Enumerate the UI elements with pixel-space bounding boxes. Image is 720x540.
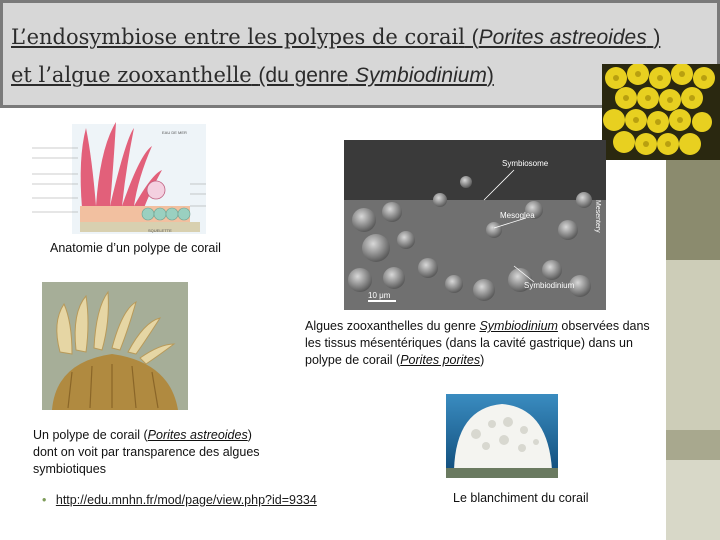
- sem-label-symbiosome: Symbiosome: [502, 159, 549, 168]
- source-link[interactable]: http://edu.mnhn.fr/mod/page/view.php?id=9334: [55, 493, 317, 507]
- sem-scale-bar: 10 μm: [368, 291, 391, 300]
- sem-label-mesoglea: Mesoglea: [500, 211, 535, 220]
- title-line1-species: Porites astreoides: [478, 26, 647, 49]
- sem-label-side: Mesentery: [594, 200, 601, 233]
- polyp-anatomy-diagram: [30, 118, 208, 236]
- polyp-photo: [42, 282, 188, 410]
- zoox-caption-species: Porites porites: [400, 353, 481, 367]
- bleaching-caption: Le blanchiment du corail: [453, 491, 589, 505]
- title-line2-genus: Symbiodinium: [355, 64, 487, 87]
- source-link-row: [42, 492, 317, 509]
- title-line-2: [11, 63, 494, 88]
- bullet-icon: •: [42, 493, 47, 507]
- anatomy-label-top: EAU DE MER: [162, 130, 187, 135]
- title-line2-main: et l’algue zooxanthelle: [11, 63, 252, 87]
- polyp-caption-part1: Un polype de corail (: [33, 428, 148, 442]
- zoox-caption-part3: ): [480, 353, 485, 367]
- yellow-coral-photo: [602, 64, 720, 160]
- sem-micrograph: [344, 140, 606, 310]
- right-decor-block-2: [666, 260, 720, 430]
- title-line2-paren: (du genre: [258, 64, 349, 87]
- zooxanthellae-caption: [305, 318, 660, 369]
- title-line1-paren-close: ): [653, 26, 661, 49]
- right-decor-block-4: [666, 460, 720, 540]
- anatomy-label-bottom: SQUELETTE: [148, 228, 172, 233]
- sem-label-symbiodinium: Symbiodinium: [524, 281, 575, 290]
- right-decor-block-3: [666, 430, 720, 460]
- zoox-caption-genus: Symbiodinium: [479, 319, 558, 333]
- title-line1-paren-open: (: [471, 26, 479, 49]
- bleached-coral-photo: [446, 394, 558, 478]
- polyp-caption: [33, 427, 273, 478]
- polyp-caption-species: Porites astreoides: [147, 428, 248, 442]
- anatomy-caption: Anatomie d’un polype de corail: [50, 241, 221, 255]
- right-decor-block-1: [666, 160, 720, 260]
- polyp-caption-part2: ) dont on voit par transparence des algues symbiotiques: [33, 428, 260, 476]
- zoox-caption-part2: observées dans les tissus mésentériques (dans la cavité gastrique) dans un polype de corail (: [305, 319, 650, 367]
- title-line-1: [11, 25, 660, 50]
- title-line2-close: ): [486, 64, 494, 87]
- title-line1-main: L’endosymbiose entre les polypes de corail: [11, 25, 465, 49]
- zoox-caption-part1: Algues zooxanthelles du genre: [305, 319, 480, 333]
